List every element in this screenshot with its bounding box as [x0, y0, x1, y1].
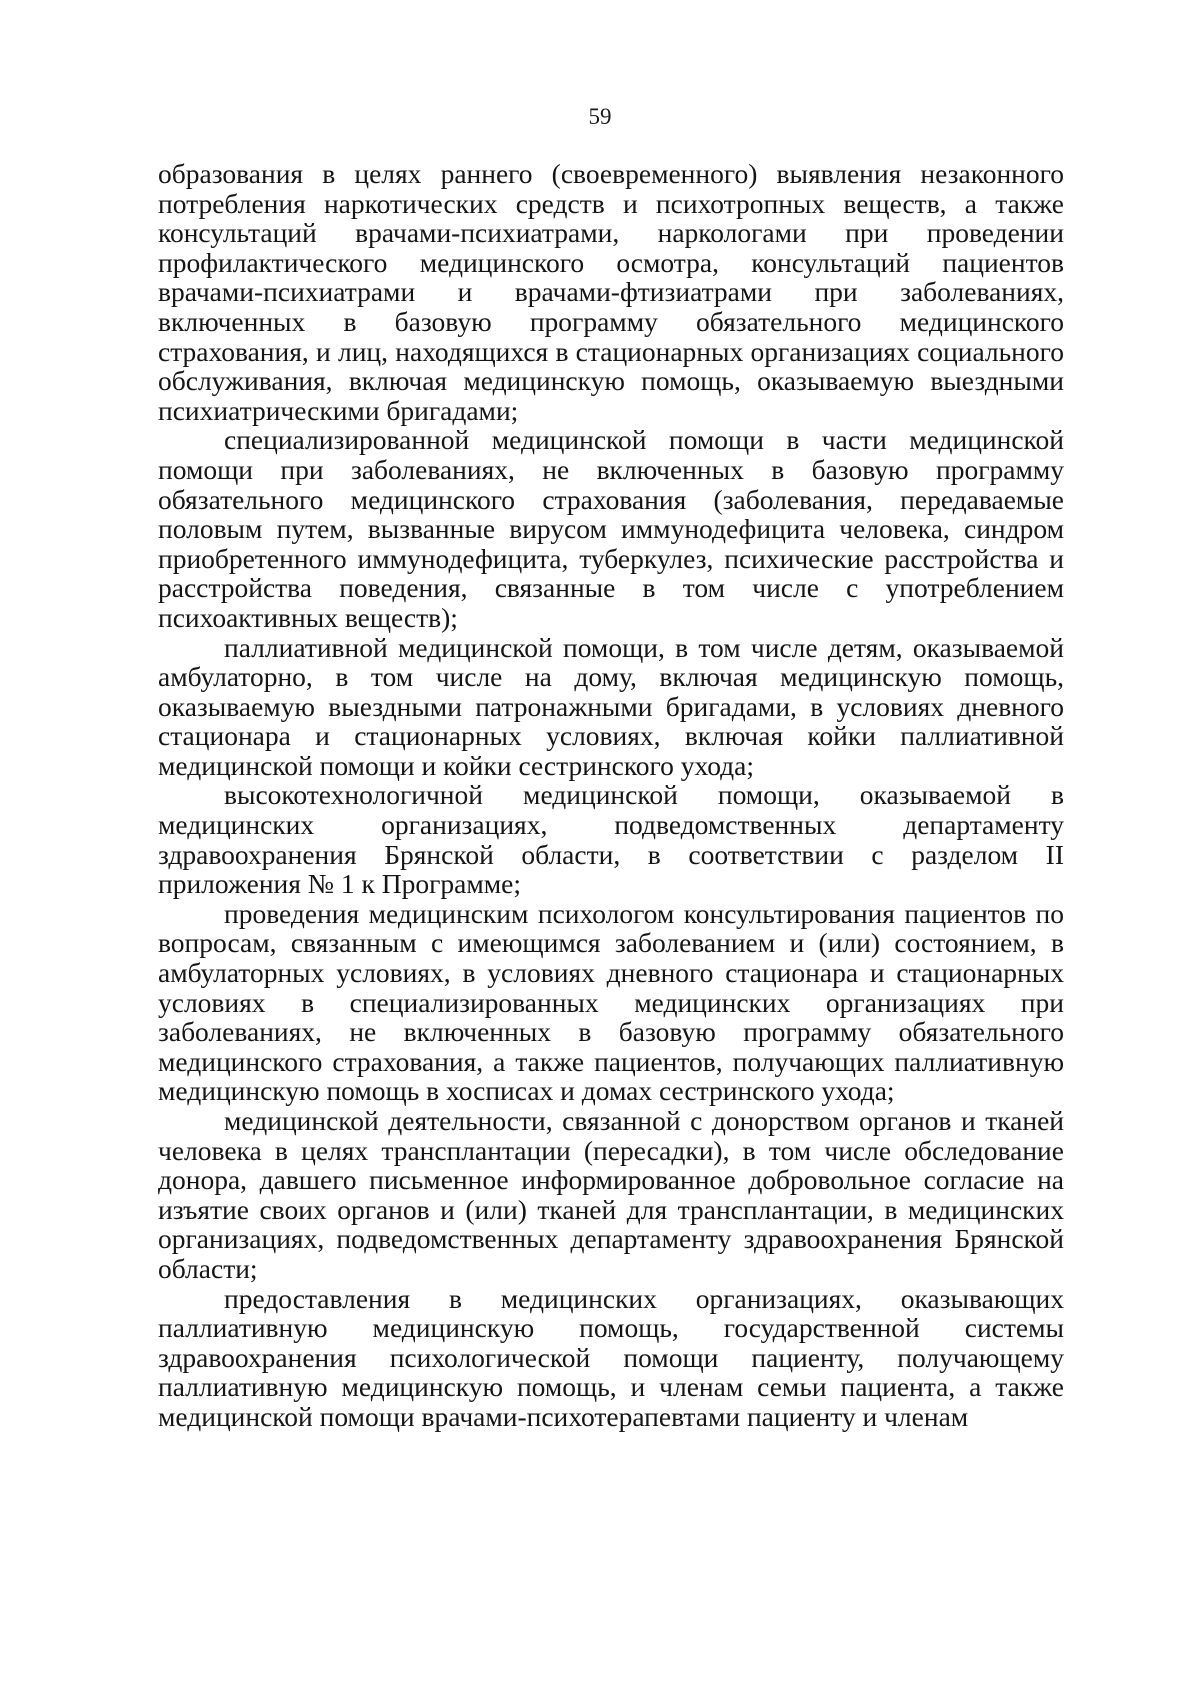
- document-body: [158, 159, 1064, 1432]
- paragraph-organ-donation: медицинской деятельности, связанной с донорством органов и тканей человека в целях трансплантации (пересадки), в том числе обследование донора, давшего письменное информированное добровольное согласие на изъятие своих органов и (или) тканей для трансплантации, в медицинских организациях, подведомственных департаменту здравоохранения Брянской области;: [158, 1105, 1064, 1284]
- paragraph-psychological-help: предоставления в медицинских организациях, оказывающих паллиативную медицинскую помощь, государственной системы здравоохранения психологической помощи пациенту, получающему паллиативную медицинскую помощь, и членам семьи пациента, а также медицинской помощи врачами-психотерапевтами пациенту и членам: [158, 1282, 1064, 1432]
- paragraph-continuation: образования в целях раннего (своевременного) выявления незаконного потребления наркотических средств и психотропных веществ, а также консультаций врачами-психиатрами, наркологами при проведении профилактического медицинского осмотра, консультаций пациентов врачами-психиатрами и врачами-фтизиатрами при заболеваниях, включенных в базовую программу обязательного медицинского страхования, и лиц, находящихся в стационарных организациях социального обслуживания, включая медицинскую помощь, оказываемую выездными психиатрическими бригадами;: [158, 158, 1064, 426]
- paragraph-high-tech-care: высокотехнологичной медицинской помощи, оказываемой в медицинских организациях, подведомственных департаменту здравоохранения Брянской области, в соответствии с разделом II приложения № 1 к Программе;: [158, 779, 1064, 900]
- paragraph-palliative-care: паллиативной медицинской помощи, в том числе детям, оказываемой амбулаторно, в том числе на дому, включая медицинскую помощь, оказываемую выездными патронажными бригадами, в условиях дневного стационара и стационарных условиях, включая койки паллиативной медицинской помощи и койки сестринского ухода;: [158, 631, 1064, 781]
- page-number: 59: [588, 104, 612, 129]
- paragraph-psychologist-consulting: проведения медицинским психологом консультирования пациентов по вопросам, связанным с имеющимся заболеванием и (или) состоянием, в амбулаторных условиях, в условиях дневного стационара и стационарных условиях в специализированных медицинских организациях при заболеваниях, не включенных в базовую программу обязательного медицинского страхования, а также пациентов, получающих паллиативную медицинскую помощь в хосписах и домах сестринского ухода;: [158, 897, 1064, 1107]
- paragraph-specialized-care: специализированной медицинской помощи в части медицинской помощи при заболеваниях, не включенных в базовую программу обязательного медицинского страхования (заболевания, передаваемые половым путем, вызванные вирусом иммунодефицита человека, синдром приобретенного иммунодефицита, туберкулез, психические расстройства и расстройства поведения, связанные в том числе с употреблением психоактивных веществ);: [158, 424, 1064, 633]
